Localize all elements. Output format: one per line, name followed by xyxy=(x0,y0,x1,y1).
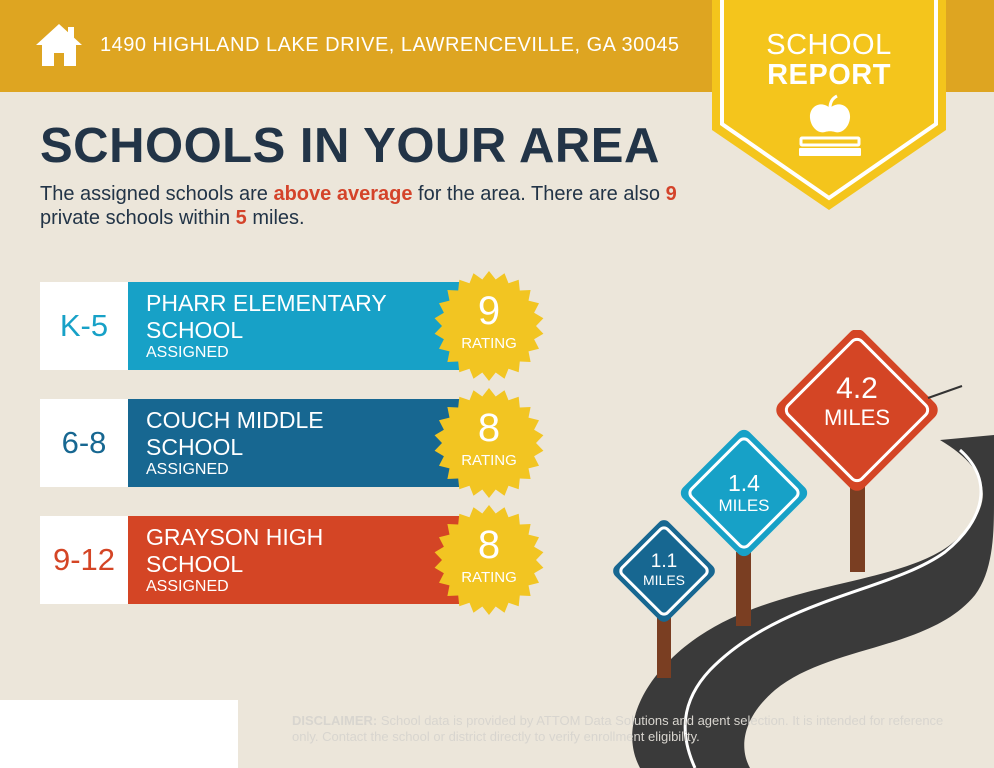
sign-wire xyxy=(928,386,962,398)
disclaimer-label: DISCLAIMER: xyxy=(292,713,378,728)
grade-range: 6-8 xyxy=(40,399,128,487)
school-row-high[interactable] xyxy=(40,516,460,604)
road-illustration xyxy=(600,330,994,768)
rating-seal xyxy=(433,504,545,616)
distance-sign-far-label xyxy=(817,373,897,431)
rating-value: 9 xyxy=(477,289,501,333)
summary-highlight-radius: 5 xyxy=(235,207,247,229)
summary-part-4: miles. xyxy=(246,207,305,229)
school-name: GRAYSON HIGH SCHOOL xyxy=(146,524,324,577)
distance-value: 1.1 xyxy=(650,551,678,572)
assignment-status: ASSIGNED xyxy=(146,578,229,595)
rating-label: RATING xyxy=(461,452,517,469)
school-row-middle[interactable] xyxy=(40,399,460,487)
summary-highlight-count: 9 xyxy=(665,183,677,205)
disclaimer-text: School data is provided by ATTOM Data Solutions and agent selection. It is intended for reference only. Contact the school or district directly to verify enrollment eligibility. xyxy=(292,713,944,744)
property-address: 1490 HIGHLAND LAKE DRIVE, LAWRENCEVILLE, GA 30045 xyxy=(100,34,680,56)
distance-value: 1.4 xyxy=(728,470,760,496)
summary-highlight-rating: above average xyxy=(273,183,413,205)
rating-seal xyxy=(433,387,545,499)
rating-value: 8 xyxy=(477,523,501,567)
school-row-elementary[interactable] xyxy=(40,282,460,370)
summary-part-3: private schools within xyxy=(40,207,236,229)
grade-range: 9-12 xyxy=(40,516,128,604)
school-name: COUCH MIDDLE SCHOOL xyxy=(146,407,324,460)
page-title: SCHOOLS IN YOUR AREA xyxy=(40,119,660,173)
footer-blank-area xyxy=(0,700,238,768)
distance-unit: MILES xyxy=(718,496,770,515)
distance-sign-near-label xyxy=(634,551,694,589)
rating-label: RATING xyxy=(461,569,517,586)
rating-value: 8 xyxy=(477,406,501,450)
assignment-status: ASSIGNED xyxy=(146,344,229,361)
school-bar xyxy=(128,399,463,487)
disclaimer xyxy=(292,713,952,745)
school-bar xyxy=(128,282,463,370)
distance-sign-mid-label xyxy=(709,470,779,516)
sign-post xyxy=(736,552,751,626)
grade-range: K-5 xyxy=(40,282,128,370)
apple-books-icon xyxy=(795,94,865,158)
summary-part-2: for the area. There are also xyxy=(412,183,666,205)
distance-unit: MILES xyxy=(642,572,685,588)
rating-label: RATING xyxy=(461,335,517,352)
sign-post xyxy=(657,612,671,678)
home-icon xyxy=(34,22,84,68)
badge-line-2: REPORT xyxy=(767,59,891,91)
school-bar xyxy=(128,516,463,604)
school-name: PHARR ELEMENTARY SCHOOL xyxy=(146,290,387,343)
badge-line-1: SCHOOL xyxy=(766,29,892,61)
summary-text xyxy=(40,182,700,230)
rating-seal xyxy=(433,270,545,382)
distance-unit: MILES xyxy=(823,405,891,430)
assignment-status: ASSIGNED xyxy=(146,461,229,478)
sign-post xyxy=(850,480,865,572)
distance-value: 4.2 xyxy=(836,372,878,405)
summary-part-1: The assigned schools are xyxy=(40,183,274,205)
badge-title xyxy=(712,30,946,90)
